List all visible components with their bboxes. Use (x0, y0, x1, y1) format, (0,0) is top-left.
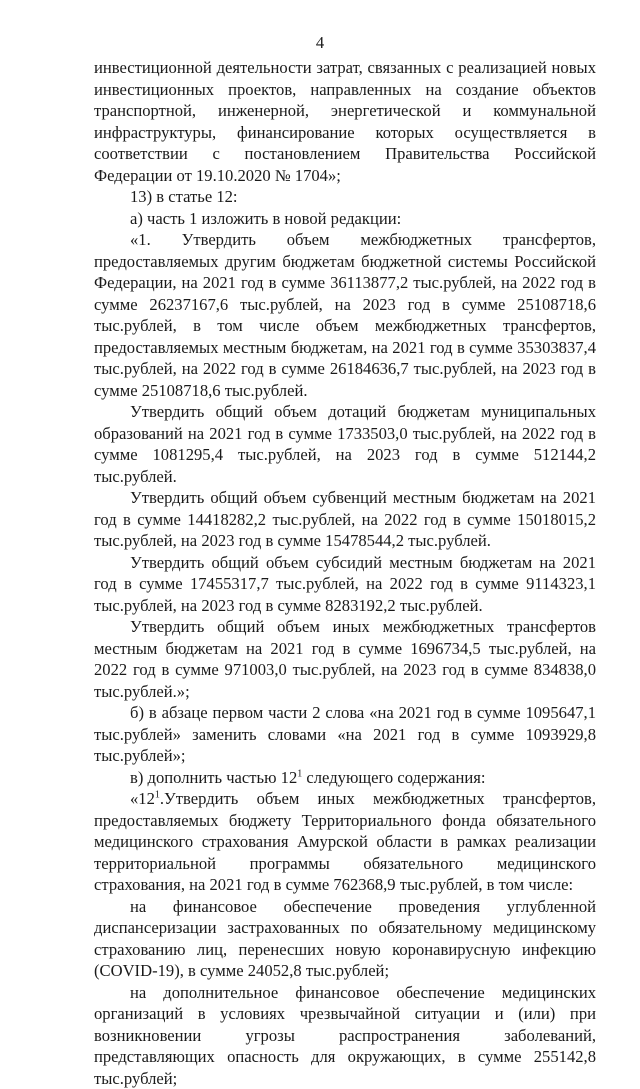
paragraph-subventions: Утвердить общий объем субвенций местным бюджетам на 2021 год в сумме 14418282,2 тыс.рублей, на 2022 год в сумме 15018015,2 тыс.рублей, на 2023 год в сумме 15478544,2 тыс.рублей. (94, 487, 596, 552)
paragraph-part-1-new-edition: а) часть 1 изложить в новой редакции: (94, 208, 596, 230)
paragraph-article-12: 13) в статье 12: (94, 186, 596, 208)
page-number: 4 (0, 33, 640, 53)
add-part-superscript: 1 (297, 768, 302, 779)
add-part-tail: следующего содержания: (302, 768, 485, 787)
paragraph-other-transfers: Утвердить общий объем иных межбюджетных трансфертов местным бюджетам на 2021 год в сумме 1696734,5 тыс.рублей, на 2022 год в сумме 971003,0 тыс.рублей, на 2023 год в сумме 834838,0 тыс.рублей.»; (94, 616, 596, 702)
paragraph-part-2-replace: б) в абзаце первом части 2 слова «на 2021 год в сумме 1095647,1 тыс.рублей» заменить словами «на 2021 год в сумме 1093929,8 тыс.рублей»; (94, 702, 596, 767)
paragraph-investment: инвестиционной деятельности затрат, связанных с реализацией новых инвестиционных проектов, направленных на создание объектов транспортной, инженерной, энергетической и коммунальной инфраструктуры, финансирование которых осуществляется в соответствии с постановлением Правительства Российской Федерации от 19.10.2020 № 1704»; (94, 57, 596, 186)
paragraph-add-part-12-1 (94, 767, 596, 789)
document-body (94, 57, 596, 1089)
paragraph-dotations: Утвердить общий объем дотаций бюджетам муниципальных образований на 2021 год в сумме 1733503,0 тыс.рублей, на 2022 год в сумме 1081295,4 тыс.рублей, на 2023 год в сумме 512144,2 тыс.рублей. (94, 401, 596, 487)
p12-number: «12 (130, 789, 155, 808)
add-part-text: в) дополнить частью 12 (130, 768, 297, 787)
paragraph-12-1-text (94, 788, 596, 896)
p12-superscript: 1 (155, 789, 160, 800)
paragraph-subsidies: Утвердить общий объем субсидий местным бюджетам на 2021 год в сумме 17455317,7 тыс.рублей, на 2022 год в сумме 9114323,1 тыс.рублей, на 2023 год в сумме 8283192,2 тыс.рублей. (94, 552, 596, 617)
paragraph-emergency-funding: на дополнительное финансовое обеспечение медицинских организаций в условиях чрезвычайной ситуации и (или) при возникновении угрозы распространения заболеваний, представляющих опасность для окружающих, в сумме 255142,8 тыс.рублей; (94, 982, 596, 1089)
paragraph-dispensarization: на финансовое обеспечение проведения углубленной диспансеризации застрахованных по обязательному медицинскому страхованию лиц, перенесших новую коронавирусную инфекцию (COVID-19), в сумме 24052,8 тыс.рублей; (94, 896, 596, 982)
paragraph-transfers-total: «1. Утвердить объем межбюджетных трансфертов, предоставляемых другим бюджетам бюджетной системы Российской Федерации, на 2021 год в сумме 36113877,2 тыс.рублей, на 2022 год в сумме 26237167,6 тыс.рублей, на 2023 год в сумме 25108718,6 тыс.рублей, в том числе объем межбюджетных трансфертов, предоставляемых местным бюджетам, на 2021 год в сумме 35303837,4 тыс.рублей, на 2022 год в сумме 26184636,7 тыс.рублей, на 2023 год в сумме 25108718,6 тыс.рублей. (94, 229, 596, 401)
p12-tail: .Утвердить объем иных межбюджетных трансфертов, предоставляемых бюджету Территориального фонда обязательного медицинского страхования Амурской области в рамках реализации территориальной программы обязательного медицинского страхования, на 2021 год в сумме 762368,9 тыс.рублей, в том числе: (94, 789, 596, 894)
